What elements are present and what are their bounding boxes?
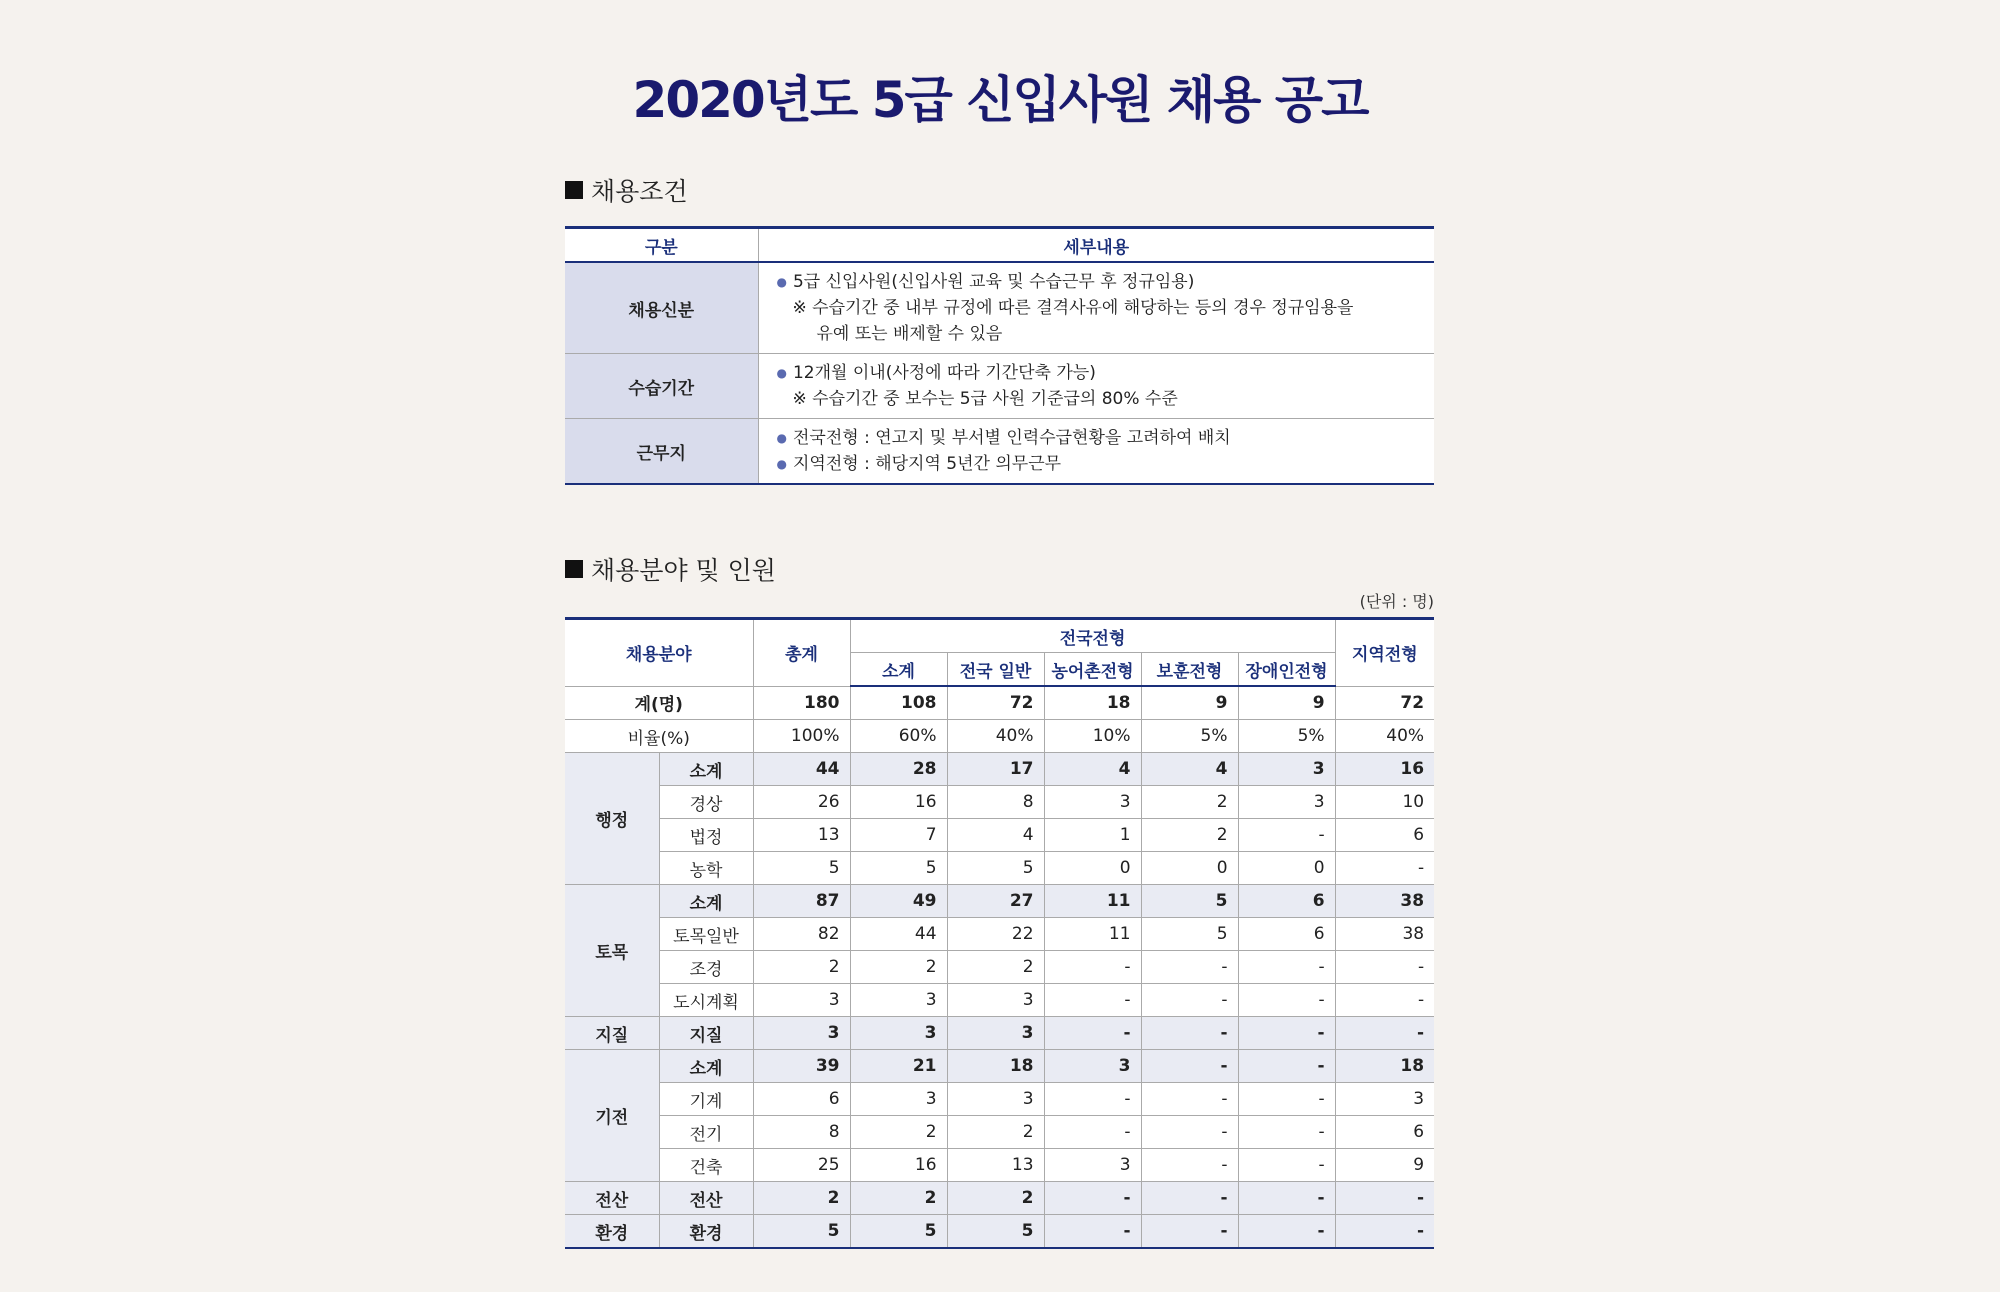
value-cell: 9	[1335, 1149, 1434, 1182]
category-label: 소계	[659, 753, 753, 786]
bullet-dot-icon: ●	[776, 275, 787, 289]
bullet-dot-icon: ●	[776, 431, 787, 445]
value-cell: 16	[850, 786, 947, 819]
value-cell: 3	[947, 1083, 1044, 1116]
value-cell: 2	[850, 951, 947, 984]
condition-row	[565, 419, 1434, 485]
condition-text: 전국전형 : 연고지 및 부서별 인력수급현황을 고려하여 배치	[792, 428, 1231, 448]
value-cell: 2	[947, 951, 1044, 984]
category-label: 토목일반	[659, 918, 753, 951]
condition-row	[565, 262, 1434, 354]
condition-details	[758, 262, 1434, 354]
condition-line	[777, 386, 1423, 412]
table-row	[565, 1149, 1434, 1182]
value-cell: 5	[1141, 885, 1238, 918]
value-cell: 2	[1141, 819, 1238, 852]
value-cell: -	[1335, 1182, 1434, 1215]
value-cell: 18	[1044, 686, 1141, 720]
condition-line	[777, 295, 1423, 321]
category-label: 농학	[659, 852, 753, 885]
value-cell: 5%	[1141, 720, 1238, 753]
condition-line	[777, 269, 1423, 295]
value-cell: -	[1141, 1215, 1238, 1249]
value-cell: -	[1044, 1116, 1141, 1149]
value-cell: -	[1238, 1182, 1335, 1215]
condition-text: 12개월 이내(사정에 따라 기간단축 가능)	[792, 363, 1096, 383]
header-category: 구분	[565, 228, 758, 263]
value-cell: 100%	[753, 720, 850, 753]
value-cell: 6	[1238, 885, 1335, 918]
value-cell: 180	[753, 686, 850, 720]
bullet-dot-icon: ●	[776, 457, 787, 471]
value-cell: 22	[947, 918, 1044, 951]
table-row	[565, 885, 1434, 918]
value-cell: 27	[947, 885, 1044, 918]
header-sub-subtotal: 소계	[850, 653, 947, 687]
value-cell: 21	[850, 1050, 947, 1083]
value-cell: 11	[1044, 918, 1141, 951]
category-label: 환경	[659, 1215, 753, 1249]
value-cell: 3	[1335, 1083, 1434, 1116]
value-cell: 28	[850, 753, 947, 786]
table-row	[565, 1083, 1434, 1116]
value-cell: 26	[753, 786, 850, 819]
value-cell: 18	[1335, 1050, 1434, 1083]
table-row	[565, 819, 1434, 852]
value-cell: 3	[850, 1017, 947, 1050]
value-cell: 0	[1238, 852, 1335, 885]
condition-line	[777, 360, 1423, 386]
value-cell: 40%	[947, 720, 1044, 753]
value-cell: 10%	[1044, 720, 1141, 753]
value-cell: 3	[850, 984, 947, 1017]
value-cell: 16	[850, 1149, 947, 1182]
table-row	[565, 753, 1434, 786]
category-label: 조경	[659, 951, 753, 984]
value-cell: 0	[1141, 852, 1238, 885]
table-row	[565, 1182, 1434, 1215]
value-cell: -	[1335, 984, 1434, 1017]
page-title: 2020년도 5급 신입사원 채용 공고	[632, 71, 1368, 129]
value-cell: 5	[947, 1215, 1044, 1249]
value-cell: 3	[753, 1017, 850, 1050]
value-cell: 38	[1335, 918, 1434, 951]
value-cell: -	[1141, 1149, 1238, 1182]
value-cell: 7	[850, 819, 947, 852]
value-cell: 2	[753, 1182, 850, 1215]
category-label: 전산	[659, 1182, 753, 1215]
value-cell: -	[1141, 1116, 1238, 1149]
section-heading-recruit	[565, 551, 776, 587]
group-label: 전산	[565, 1182, 659, 1215]
conditions-table	[565, 226, 1434, 485]
header-sub-rural: 농어촌전형	[1044, 653, 1141, 687]
value-cell: 2	[753, 951, 850, 984]
value-cell: -	[1044, 1083, 1141, 1116]
category-label: 소계	[659, 885, 753, 918]
table-row	[565, 1215, 1434, 1249]
value-cell: 5	[1141, 918, 1238, 951]
value-cell: 108	[850, 686, 947, 720]
recruitment-table	[565, 617, 1434, 1249]
value-cell: -	[1238, 984, 1335, 1017]
value-cell: 5	[850, 852, 947, 885]
condition-text: 유예 또는 배제할 수 있음	[816, 324, 1003, 344]
condition-details	[758, 354, 1434, 419]
value-cell: -	[1141, 1083, 1238, 1116]
table-row	[565, 1017, 1434, 1050]
value-cell: 44	[850, 918, 947, 951]
value-cell: 38	[1335, 885, 1434, 918]
value-cell: 2	[947, 1116, 1044, 1149]
value-cell: 2	[850, 1182, 947, 1215]
value-cell: 3	[850, 1083, 947, 1116]
condition-text: ※ 수습기간 중 보수는 5급 사원 기준급의 80% 수준	[792, 389, 1178, 409]
value-cell: 13	[947, 1149, 1044, 1182]
condition-line	[777, 425, 1423, 451]
table-row	[565, 951, 1434, 984]
value-cell: 8	[947, 786, 1044, 819]
section-title: 채용조건	[591, 177, 688, 206]
value-cell: -	[1335, 1215, 1434, 1249]
value-cell: -	[1238, 1017, 1335, 1050]
value-cell: 5	[753, 1215, 850, 1249]
group-label: 환경	[565, 1215, 659, 1249]
value-cell: 8	[753, 1116, 850, 1149]
value-cell: 25	[753, 1149, 850, 1182]
table-row	[565, 1116, 1434, 1149]
header-regional: 지역전형	[1335, 619, 1434, 687]
section-title: 채용분야 및 인원	[591, 556, 776, 585]
value-cell: 13	[753, 819, 850, 852]
row-label: 계(명)	[565, 686, 753, 720]
value-cell: -	[1044, 1017, 1141, 1050]
value-cell: 60%	[850, 720, 947, 753]
group-label: 행정	[565, 753, 659, 885]
value-cell: -	[1238, 951, 1335, 984]
table-row	[565, 786, 1434, 819]
value-cell: 3	[1044, 786, 1141, 819]
value-cell: 6	[753, 1083, 850, 1116]
value-cell: -	[1044, 1215, 1141, 1249]
value-cell: -	[1335, 852, 1434, 885]
value-cell: 5%	[1238, 720, 1335, 753]
value-cell: 4	[947, 819, 1044, 852]
value-cell: 9	[1141, 686, 1238, 720]
value-cell: 40%	[1335, 720, 1434, 753]
value-cell: -	[1044, 951, 1141, 984]
condition-text: 지역전형 : 해당지역 5년간 의무근무	[792, 454, 1062, 474]
value-cell: -	[1335, 951, 1434, 984]
condition-line	[777, 451, 1423, 477]
table-row	[565, 918, 1434, 951]
condition-text: ※ 수습기간 중 내부 규정에 따른 결격사유에 해당하는 등의 경우 정규임용을	[792, 298, 1354, 318]
condition-text: 5급 신입사원(신입사원 교육 및 수습근무 후 정규임용)	[792, 272, 1195, 292]
category-label: 소계	[659, 1050, 753, 1083]
header-sub-veterans: 보훈전형	[1141, 653, 1238, 687]
category-label: 지질	[659, 1017, 753, 1050]
value-cell: 16	[1335, 753, 1434, 786]
value-cell: 6	[1238, 918, 1335, 951]
value-cell: 6	[1335, 819, 1434, 852]
section-heading-conditions	[565, 172, 688, 208]
table-row	[565, 852, 1434, 885]
value-cell: -	[1335, 1017, 1434, 1050]
value-cell: -	[1141, 1017, 1238, 1050]
value-cell: 10	[1335, 786, 1434, 819]
value-cell: -	[1044, 984, 1141, 1017]
condition-row	[565, 354, 1434, 419]
value-cell: 82	[753, 918, 850, 951]
row-label: 비율(%)	[565, 720, 753, 753]
category-label: 전기	[659, 1116, 753, 1149]
value-cell: -	[1238, 1050, 1335, 1083]
value-cell: -	[1141, 1050, 1238, 1083]
value-cell: 3	[947, 984, 1044, 1017]
value-cell: 5	[850, 1215, 947, 1249]
value-cell: 44	[753, 753, 850, 786]
condition-key: 수습기간	[565, 354, 758, 419]
value-cell: 6	[1335, 1116, 1434, 1149]
header-sub-general: 전국 일반	[947, 653, 1044, 687]
header-national: 전국전형	[850, 619, 1335, 653]
category-label: 건축	[659, 1149, 753, 1182]
value-cell: 5	[753, 852, 850, 885]
condition-line	[777, 321, 1423, 347]
value-cell: 3	[1238, 786, 1335, 819]
header-field: 채용분야	[565, 619, 753, 687]
value-cell: 2	[1141, 786, 1238, 819]
condition-details	[758, 419, 1434, 485]
header-details: 세부내용	[758, 228, 1434, 263]
value-cell: 3	[1238, 753, 1335, 786]
value-cell: 4	[1141, 753, 1238, 786]
value-cell: 4	[1044, 753, 1141, 786]
square-bullet-icon	[565, 181, 583, 199]
category-label: 법정	[659, 819, 753, 852]
value-cell: 0	[1044, 852, 1141, 885]
condition-key: 채용신분	[565, 262, 758, 354]
group-label: 지질	[565, 1017, 659, 1050]
value-cell: 2	[850, 1116, 947, 1149]
group-label: 토목	[565, 885, 659, 1017]
value-cell: 17	[947, 753, 1044, 786]
value-cell: -	[1238, 819, 1335, 852]
condition-key: 근무지	[565, 419, 758, 485]
value-cell: -	[1141, 984, 1238, 1017]
value-cell: 3	[947, 1017, 1044, 1050]
value-cell: 3	[1044, 1149, 1141, 1182]
value-cell: 9	[1238, 686, 1335, 720]
value-cell: 5	[947, 852, 1044, 885]
value-cell: -	[1141, 1182, 1238, 1215]
value-cell: 87	[753, 885, 850, 918]
value-cell: -	[1238, 1083, 1335, 1116]
group-label: 기전	[565, 1050, 659, 1182]
square-bullet-icon	[565, 560, 583, 578]
value-cell: -	[1238, 1116, 1335, 1149]
value-cell: 72	[947, 686, 1044, 720]
category-label: 경상	[659, 786, 753, 819]
value-cell: -	[1141, 951, 1238, 984]
value-cell: 3	[1044, 1050, 1141, 1083]
category-label: 기계	[659, 1083, 753, 1116]
header-total: 총계	[753, 619, 850, 687]
value-cell: 3	[753, 984, 850, 1017]
ratio-row	[565, 720, 1434, 753]
value-cell: 72	[1335, 686, 1434, 720]
value-cell: 1	[1044, 819, 1141, 852]
header-sub-disabled: 장애인전형	[1238, 653, 1335, 687]
value-cell: 11	[1044, 885, 1141, 918]
table-row	[565, 984, 1434, 1017]
table-row	[565, 1050, 1434, 1083]
value-cell: 18	[947, 1050, 1044, 1083]
total-row	[565, 686, 1434, 720]
value-cell: 39	[753, 1050, 850, 1083]
category-label: 도시계획	[659, 984, 753, 1017]
value-cell: 2	[947, 1182, 1044, 1215]
value-cell: -	[1238, 1149, 1335, 1182]
value-cell: -	[1044, 1182, 1141, 1215]
value-cell: 49	[850, 885, 947, 918]
value-cell: -	[1238, 1215, 1335, 1249]
unit-label: (단위 : 명)	[1359, 592, 1434, 611]
bullet-dot-icon: ●	[776, 366, 787, 380]
